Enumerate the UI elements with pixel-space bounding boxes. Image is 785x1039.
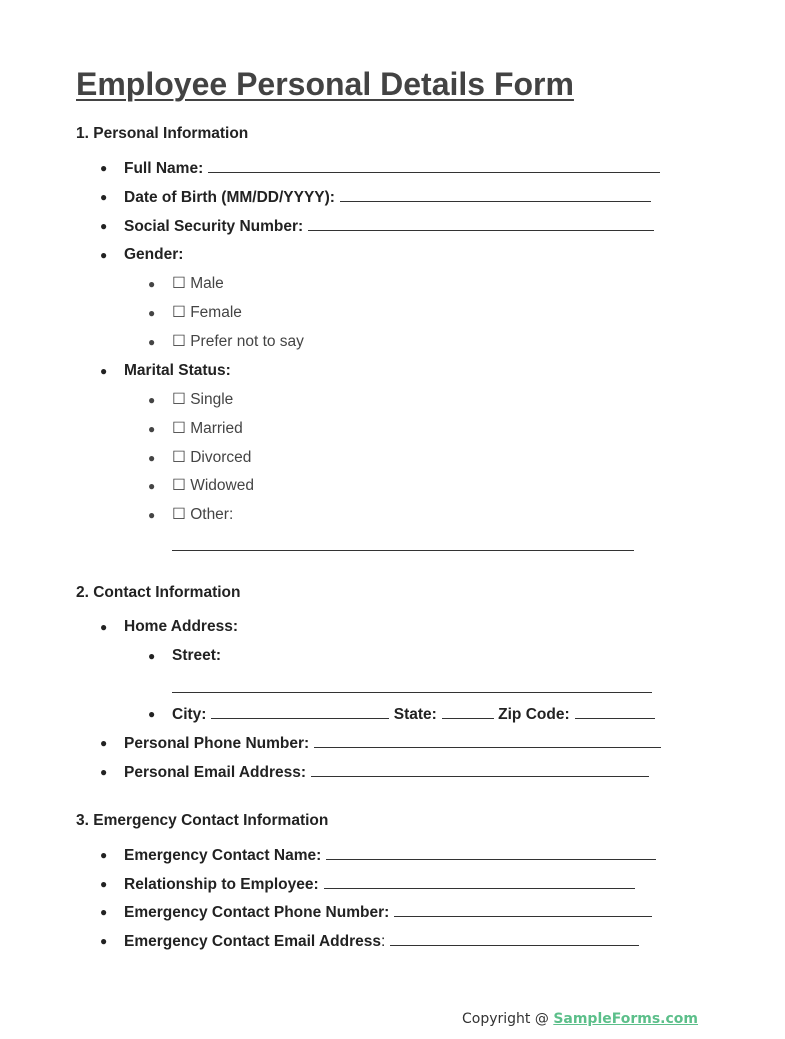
personal-email-blank[interactable]	[311, 762, 649, 777]
gender-option-male[interactable]: ● ☐ Male	[148, 275, 224, 292]
copyright-footer: Copyright @ SampleForms.com	[462, 1011, 699, 1027]
marital-label: ● Marital Status:	[100, 362, 231, 379]
personal-phone-field[interactable]: ● Personal Phone Number:	[124, 733, 661, 754]
marital-option-married[interactable]: ● ☐ Married	[148, 420, 243, 437]
section-heading-personal: 1. Personal Information	[76, 125, 249, 142]
zip-blank[interactable]	[575, 704, 655, 719]
section-heading-contact: 2. Contact Information	[76, 584, 241, 601]
ssn-blank[interactable]	[308, 216, 654, 231]
ssn-field[interactable]: ● Social Security Number:	[124, 216, 654, 237]
emergency-phone-field[interactable]: ● Emergency Contact Phone Number:	[124, 902, 652, 923]
marital-option-single[interactable]: ● ☐ Single	[148, 391, 234, 408]
emergency-name-blank[interactable]	[326, 845, 656, 860]
street-blank[interactable]	[172, 692, 652, 693]
home-address-label: ● Home Address:	[100, 618, 238, 635]
gender-option-prefer-not[interactable]: ● ☐ Prefer not to say	[148, 333, 304, 350]
state-blank[interactable]	[442, 704, 494, 719]
marital-option-divorced[interactable]: ● ☐ Divorced	[148, 449, 252, 466]
other-blank[interactable]	[172, 550, 634, 551]
section-heading-emergency: 3. Emergency Contact Information	[76, 812, 329, 829]
marital-option-widowed[interactable]: ● ☐ Widowed	[148, 477, 254, 494]
page-title: Employee Personal Details Form	[76, 66, 574, 102]
relationship-blank[interactable]	[324, 874, 635, 889]
gender-label: ● Gender:	[100, 246, 184, 263]
emergency-email-blank[interactable]	[390, 931, 639, 946]
city-blank[interactable]	[211, 704, 389, 719]
emergency-email-field[interactable]: ● Emergency Contact Email Address:	[124, 931, 639, 952]
full-name-field[interactable]: ● Full Name:	[124, 158, 660, 179]
street-label: ● Street:	[148, 647, 222, 664]
emergency-phone-blank[interactable]	[394, 902, 652, 917]
sampleforms-link[interactable]: SampleForms.com	[553, 1011, 699, 1027]
personal-phone-blank[interactable]	[314, 733, 661, 748]
emergency-name-field[interactable]: ● Emergency Contact Name:	[124, 845, 656, 866]
marital-option-other[interactable]: ● ☐ Other:	[148, 506, 234, 523]
full-name-blank[interactable]	[208, 158, 660, 173]
gender-option-female[interactable]: ● ☐ Female	[148, 304, 242, 321]
relationship-field[interactable]: ● Relationship to Employee:	[124, 874, 635, 895]
city-state-zip-field[interactable]: ● City: State: Zip Code:	[172, 704, 655, 725]
dob-field[interactable]: ● Date of Birth (MM/DD/YYYY):	[124, 187, 651, 208]
personal-email-field[interactable]: ● Personal Email Address:	[124, 762, 649, 783]
dob-blank[interactable]	[340, 187, 651, 202]
